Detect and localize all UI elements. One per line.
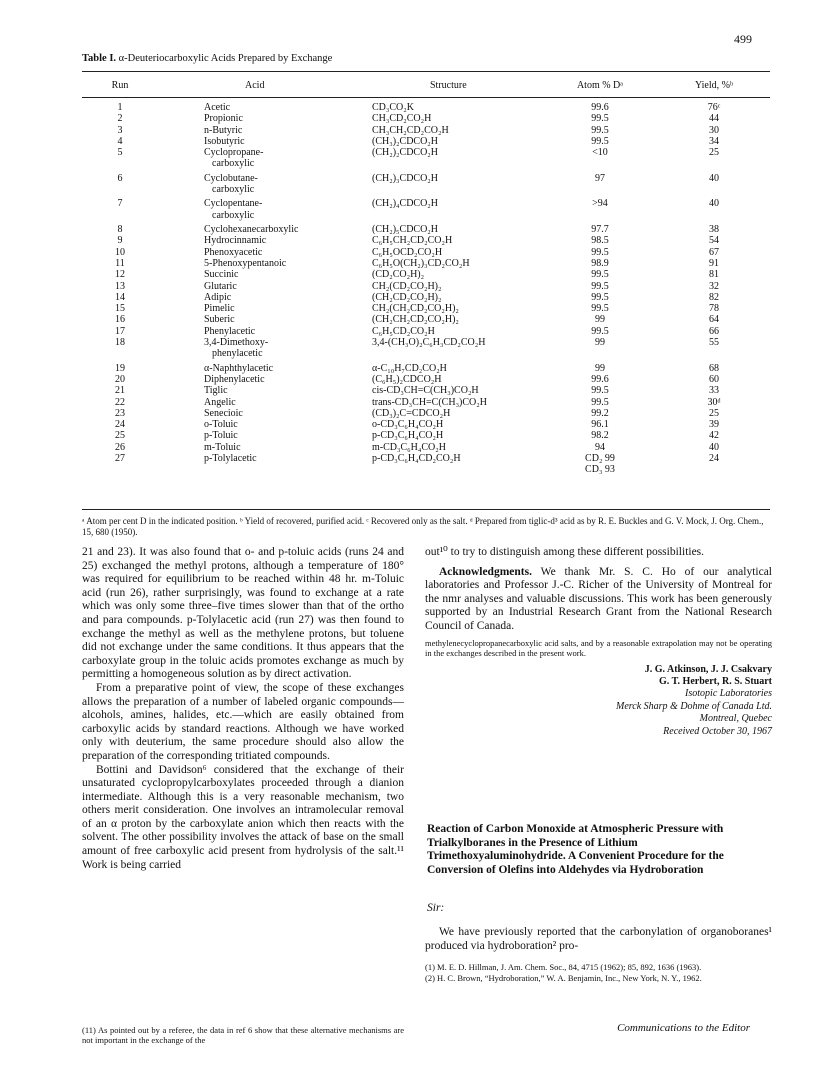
cell-structure: CH₃CH₂CD₂CO₂H xyxy=(372,124,449,136)
cell-yield: 91 xyxy=(709,257,719,269)
cell-acid: p-Tolylacetic xyxy=(204,453,257,464)
cell-yield: 40 xyxy=(709,441,719,453)
cell-yield: 25 xyxy=(709,147,719,159)
cell-atom: 99 xyxy=(595,337,605,348)
header-run: Run xyxy=(111,80,129,91)
cell-atom: 99.5 xyxy=(591,291,609,303)
cell-yield: 54 xyxy=(709,235,719,247)
cell-atom: 99.5 xyxy=(591,303,609,315)
cell-run: 20 xyxy=(115,373,125,385)
cell-run: 12 xyxy=(115,269,125,281)
cell-yield: 25 xyxy=(709,407,719,419)
cell-structure: CH₃CD₂CO₂H xyxy=(372,113,432,125)
cell-yield: 68 xyxy=(709,362,719,374)
cell-atom: 98.9 xyxy=(591,257,609,269)
left-paragraph-1: 21 and 23). It was also found that o- and p-toluic acids (runs 24 and 25) exchanged the methyl protons, although a temperature of 180° was required for equilibrium to be reached within 48 hr. m-Toluic acid (run 26), rather surprisingly, was found to exchange at a rate which was only some three–five times slower than that of the ortho and para compounds. p-Tolylacetic acid (run 27) was then found to exchange the methyl as well as the methylene protons, but toluene did not exchange under the same conditions. It thus appears that the carboxylate group in the toluic acids promotes exchange as much by permitting a homogeneous solution as by direct activation. xyxy=(82,546,404,681)
intro-text: We have previously reported that the carbonylation of organoboranes¹ produced via hydroboration² pro- xyxy=(425,926,772,952)
cell-atom: 99.5 xyxy=(591,246,609,258)
cell-acid: Pimelic xyxy=(204,303,235,315)
cell-acid: Succinic xyxy=(204,269,239,281)
cell-acid: Acetic xyxy=(204,102,231,113)
cell-run: 3 xyxy=(117,124,123,136)
reference-2: (2) H. C. Brown, “Hydroboration,” W. A. Benjamin, Inc., New York, N. Y., 1962. xyxy=(425,973,702,983)
affiliation-line-2: Merck Sharp & Dohme of Canada Ltd. xyxy=(615,700,772,712)
table-footnotes: ᵃ Atom per cent D in the indicated position. ᵇ Yield of recovered, purified acid. ᶜ Recovered only as the salt. ᵈ Prepared from tiglic-d³ acid as by R. E. Buckles and G. V. Mock, J. Org. Chem., 15, 680 (1950). xyxy=(82,516,764,537)
cell-run: 9 xyxy=(117,235,123,247)
cell-yield: 64 xyxy=(709,314,719,326)
cell-atom: 99 xyxy=(595,362,605,374)
cell-yield: 44 xyxy=(709,113,719,125)
cell-acid: Senecioic xyxy=(204,407,243,419)
cell-yield: 33 xyxy=(709,385,719,397)
cell-atom: 99.5 xyxy=(591,113,609,125)
cell-acid: n-Butyric xyxy=(204,124,243,136)
cell-structure: p-CD₃C₆H₄CD₂CO₂H xyxy=(372,453,461,464)
table-header-rule xyxy=(82,97,770,98)
cell-run: 11 xyxy=(115,257,125,269)
cell-run: 8 xyxy=(117,224,123,235)
cell-yield: 60 xyxy=(709,373,719,385)
cell-structure: C₆H₅OCD₂CO₂H xyxy=(372,246,443,258)
cell-yield: 42 xyxy=(709,430,719,442)
table-title xyxy=(82,53,332,64)
cell-atom: 97 xyxy=(595,172,605,184)
cell-yield: 40 xyxy=(709,172,719,184)
cell-run: 21 xyxy=(115,385,125,397)
cell-acid: p-Toluic xyxy=(204,430,238,442)
table-bottom-rule xyxy=(82,509,770,510)
cell-yield: 81 xyxy=(709,269,719,281)
cell-acid: Phenylacetic xyxy=(204,325,256,337)
cell-yield: 24 xyxy=(709,453,719,464)
table-label: Table I. xyxy=(82,53,117,64)
table-top-rule xyxy=(82,71,770,72)
footnote-continuation: methylenecyclopropanecarboxylic acid salts, and by a reasonable extrapolation may not be operating in the exchanges described in the present work. xyxy=(425,637,772,658)
cell-acid: m-Toluic xyxy=(204,441,241,453)
cell-run: 14 xyxy=(115,291,125,303)
cell-yield: 30ᵈ xyxy=(707,396,721,408)
cell-structure: (CH₂)₄CDCO₂H xyxy=(372,198,439,210)
cell-structure: C₆H₅CD₂CO₂H xyxy=(372,325,435,337)
cell-structure: (CH₂CH₂CD₂CO₂H)₂ xyxy=(372,314,459,326)
cell-structure: C₆H₅O(CH₂)₃CD₂CO₂H xyxy=(372,257,470,269)
cell-run: 10 xyxy=(115,246,125,258)
authors-line-1: J. G. Atkinson, J. J. Csakvary xyxy=(644,663,772,675)
cell-structure: CH₂(CD₂CO₂H)₂ xyxy=(372,280,442,292)
cell-run: 18 xyxy=(115,337,125,348)
cell-acid-continued: phenylacetic xyxy=(212,348,263,360)
cell-run: 5 xyxy=(117,147,123,159)
cell-structure: C₆H₅CH₂CD₂CO₂H xyxy=(372,235,453,247)
cell-atom: 99.5 xyxy=(591,396,609,408)
cell-yield: 76ᶜ xyxy=(707,102,721,113)
ack-heading: Acknowledgments. xyxy=(439,565,532,578)
cell-acid: 3,4-Dimethoxy- xyxy=(204,337,269,348)
cell-yield: 66 xyxy=(709,325,719,337)
cell-atom-continued: CD₃ 93 xyxy=(585,464,615,476)
cell-acid: Tiglic xyxy=(204,385,228,397)
cell-atom: 99.5 xyxy=(591,280,609,292)
cell-structure: m-CD₃C₆H₄CO₂H xyxy=(372,441,446,453)
cell-structure: (CH₂)₅CDCO₂H xyxy=(372,224,439,235)
cell-run: 1 xyxy=(117,102,123,113)
cell-structure: cis-CD₃CH=C(CH₃)CO₂H xyxy=(372,385,479,397)
cell-run: 6 xyxy=(117,172,123,184)
left-paragraph-3: Bottini and Davidson⁶ considered that the exchange of their unsaturated cyclopropylcarboxylates proceeded through a dianion intermediate. Although this is a very reasonable mechanism, two others merit consideration. One involves an intramolecular removal of an α proton by the carboxylate anion which then reacts with the solvent. The other possibility involves the attack of base on the small amount of free carboxylic acid present from hydrolysis of the salt.¹¹ Work is being carried xyxy=(82,763,404,871)
cell-structure: (CD₂CO₂H)₂ xyxy=(372,269,425,281)
cell-atom: 96.1 xyxy=(591,419,609,431)
ack-text: We thank Mr. S. C. Ho of our analytical laboratories and Professor J.-C. Richer of the University of Montreal for the nmr analyses and valuable discussions. This work has been generously supported by an Industrial Research Grant from the National Research Council of Canada. xyxy=(425,565,772,632)
cell-atom: 99.6 xyxy=(591,373,609,385)
cell-run: 13 xyxy=(115,280,125,292)
cell-yield: 55 xyxy=(709,337,719,348)
cell-run: 4 xyxy=(117,135,123,147)
cell-atom: 94 xyxy=(595,441,605,453)
cell-yield: 32 xyxy=(709,280,719,292)
cell-acid: Phenoxyacetic xyxy=(204,246,263,258)
cell-run: 2 xyxy=(117,113,123,125)
cell-acid: o-Toluic xyxy=(204,419,238,431)
cell-acid: Isobutyric xyxy=(204,135,245,147)
cell-acid: Adipic xyxy=(204,291,232,303)
cell-structure: CH₂(CH₂CD₂CO₂H)₂ xyxy=(372,303,459,315)
table-caption: α-Deuteriocarboxylic Acids Prepared by Exchange xyxy=(118,53,333,64)
cell-acid-continued: carboxylic xyxy=(212,184,255,196)
cell-run: 15 xyxy=(115,303,125,315)
cell-atom: 99.6 xyxy=(591,102,609,113)
right-paragraph-1: out¹⁰ to try to distinguish among these different possibilities. xyxy=(425,546,705,558)
cell-acid: Cyclobutane- xyxy=(204,172,258,184)
cell-structure: (C₆H₅)₂CDCO₂H xyxy=(372,373,442,385)
cell-yield: 34 xyxy=(709,135,719,147)
cell-acid: Diphenylacetic xyxy=(204,373,265,385)
cell-run: 25 xyxy=(115,430,125,442)
cell-structure: α-C₁₀H₇CD₂CO₂H xyxy=(372,362,447,374)
cell-acid: Suberic xyxy=(204,314,235,326)
header-yield: Yield, %ᵇ xyxy=(694,80,734,91)
references xyxy=(425,962,772,984)
cell-acid: Cyclopropane- xyxy=(204,147,264,159)
cell-acid: Cyclopentane- xyxy=(204,198,263,210)
cell-run: 24 xyxy=(115,419,125,431)
header-structure: Structure xyxy=(430,80,467,91)
cell-structure: (CD₃)₂C=CDCO₂H xyxy=(372,407,451,419)
cell-structure: (CH₂)₂CDCO₂H xyxy=(372,147,439,159)
cell-yield: 82 xyxy=(709,291,719,303)
cell-acid: Glutaric xyxy=(204,280,237,292)
left-paragraph-2: From a preparative point of view, the scope of these exchanges allows the preparation of a number of labeled organic compounds—alcohols, amines, halides, etc.—which are easily obtained from carboxylic acids by standard reactions. Although we have worked only with deuterium, the same procedure should also allow the preparation of the corresponding tritiated compounds. xyxy=(82,681,404,762)
cell-yield: 30 xyxy=(709,124,719,136)
cell-structure: 3,4-(CH₃O)₂C₆H₃CD₂CO₂H xyxy=(372,337,486,348)
cell-acid: Cyclohexanecarboxylic xyxy=(204,224,299,235)
cell-run: 7 xyxy=(117,198,123,210)
intro-paragraph xyxy=(425,926,772,953)
cell-atom: 98.5 xyxy=(591,235,609,247)
cell-yield: 38 xyxy=(709,224,719,235)
cell-yield: 78 xyxy=(709,303,719,315)
cell-atom: 99.5 xyxy=(591,269,609,281)
cell-structure: (CH₂CD₂CO₂H)₂ xyxy=(372,291,442,303)
cell-atom: 99.2 xyxy=(591,407,609,419)
cell-acid: Angelic xyxy=(204,396,236,408)
cell-atom: 99.5 xyxy=(591,385,609,397)
cell-acid: Propionic xyxy=(204,113,243,125)
cell-atom: 98.2 xyxy=(591,430,609,442)
cell-yield: 40 xyxy=(709,198,719,210)
author-block xyxy=(425,664,772,738)
cell-acid: 5-Phenoxypentanoic xyxy=(204,257,287,269)
cell-run: 17 xyxy=(115,325,125,337)
cell-atom: CD₂ 99 xyxy=(585,453,615,464)
cell-structure: trans-CD₃CH=C(CH₃)CO₂H xyxy=(372,396,487,408)
cell-structure: (CH₃)₂CDCO₂H xyxy=(372,135,439,147)
affiliation-line-3: Montreal, Quebec xyxy=(699,713,772,725)
cell-atom: 99.5 xyxy=(591,124,609,136)
salutation: Sir: xyxy=(427,902,445,914)
cell-run: 26 xyxy=(115,441,125,453)
cell-atom: <10 xyxy=(592,147,608,159)
cell-acid: α-Naphthylacetic xyxy=(204,362,274,374)
cell-run: 16 xyxy=(115,314,125,326)
header-atom: Atom % Dᵃ xyxy=(576,80,624,91)
cell-atom: 99.5 xyxy=(591,135,609,147)
cell-structure: p-CD₃C₆H₄CO₂H xyxy=(372,430,444,442)
page-number: 499 xyxy=(734,32,752,46)
cell-run: 23 xyxy=(115,407,125,419)
left-footnote: (11) As pointed out by a referee, the data in ref 6 show that these alternative mechanisms are not important in the exchange of the xyxy=(82,1025,404,1045)
header-acid: Acid xyxy=(245,80,265,91)
cell-structure: (CH₂)₃CDCO₂H xyxy=(372,172,439,184)
cell-structure: CD₃CO₂K xyxy=(372,102,414,113)
cell-atom: 99.5 xyxy=(591,325,609,337)
cell-acid-continued: carboxylic xyxy=(212,209,255,221)
cell-structure: o-CD₃C₆H₄CO₂H xyxy=(372,419,444,431)
cell-yield: 67 xyxy=(709,246,719,258)
reference-1: (1) M. E. D. Hillman, J. Am. Chem. Soc., 84, 4715 (1962); 85, 892, 1636 (1963). xyxy=(425,962,702,972)
authors-line-2: G. T. Herbert, R. S. Stuart xyxy=(659,675,772,687)
cell-acid-continued: carboxylic xyxy=(212,158,255,170)
affiliation-line-1: Isotopic Laboratories xyxy=(685,688,772,700)
journal-section-footer: Communications to the Editor xyxy=(617,1022,750,1034)
article-title: Reaction of Carbon Monoxide at Atmospheric Pressure with Trialkylboranes in the Presence of Lithium Trimethoxyaluminohydride. A Convenient Procedure for the Conversion of Olefins into Aldehydes via Hydroboration xyxy=(427,823,724,876)
cell-atom: 99 xyxy=(595,314,605,326)
right-column xyxy=(425,546,772,738)
cell-yield: 39 xyxy=(709,419,719,431)
acknowledgments xyxy=(425,566,772,634)
received-date: Received October 30, 1967 xyxy=(663,725,772,737)
cell-atom: >94 xyxy=(592,198,608,210)
cell-run: 22 xyxy=(115,396,125,408)
cell-run: 27 xyxy=(115,453,125,464)
cell-acid: Hydrocinnamic xyxy=(204,235,267,247)
left-column xyxy=(82,546,404,872)
cell-run: 19 xyxy=(115,362,125,374)
cell-atom: 97.7 xyxy=(591,224,609,235)
